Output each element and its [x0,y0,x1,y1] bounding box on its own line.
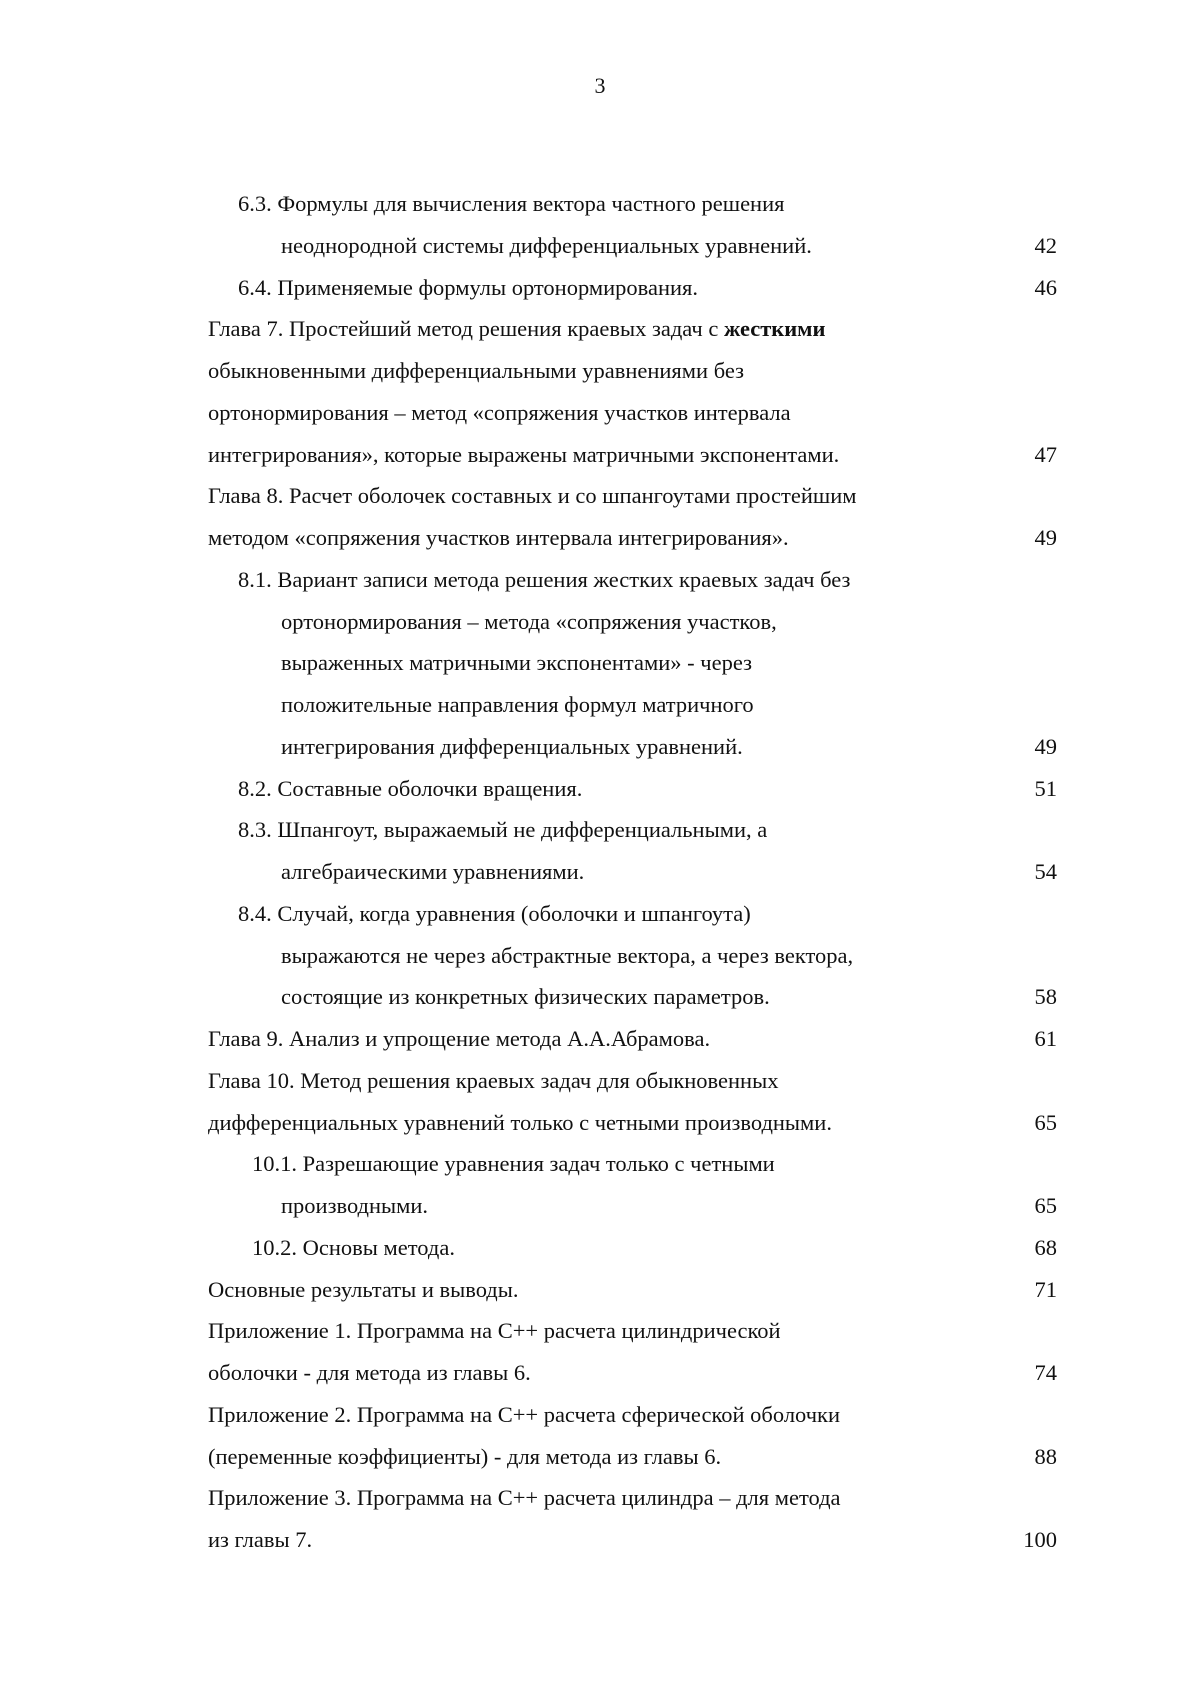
toc-entry-chapter-7-cont[interactable] [0,434,1200,476]
toc-page-number: 46 [1035,267,1058,309]
toc-entry-6-4[interactable] [0,267,1200,309]
toc-entry-title-part: Глава 7. Простейший метод решения краевых задач с [208,316,724,341]
toc-entry-title: методом «сопряжения участков интервала интегрирования». [208,517,789,559]
toc-entry-title: 8.3. Шпангоут, выражаемый не дифференциальными, а [238,809,767,851]
toc-entry-6-3-cont[interactable] [0,225,1200,267]
toc-entry-title: 8.2. Составные оболочки вращения. [238,768,582,810]
toc-entry-title-bold: жесткими [724,316,826,341]
toc-entry-8-4-cont[interactable] [0,976,1200,1018]
toc-entry-8-3-cont[interactable] [0,851,1200,893]
toc-entry-title: ортонормирования – метод «сопряжения участков интервала [208,392,791,434]
toc-entry-title: Глава 10. Метод решения краевых задач для обыкновенных [208,1060,778,1102]
toc-entry-title: Глава 9. Анализ и упрощение метода А.А.Абрамова. [208,1018,710,1060]
toc-entry-10-2[interactable] [0,1227,1200,1269]
table-of-contents [0,183,1200,1561]
toc-entry-title: обыкновенными дифференциальными уравнениями без [208,350,744,392]
toc-page-number: 42 [1035,225,1058,267]
toc-entry-title: выраженных матричными экспонентами» - через [281,642,752,684]
toc-entry-appendix-1-cont[interactable] [0,1352,1200,1394]
toc-entry-title: неоднородной системы дифференциальных уравнений. [281,225,812,267]
toc-entry-chapter-8-cont[interactable] [0,517,1200,559]
toc-entry-10-1-cont[interactable] [0,1185,1200,1227]
toc-entry-8-1-cont[interactable] [0,726,1200,768]
toc-entry-chapter-10-cont[interactable] [0,1102,1200,1144]
toc-page-number: 61 [1035,1018,1058,1060]
toc-entry-title: состоящие из конкретных физических параметров. [281,976,770,1018]
toc-entry-8-4-cont[interactable] [0,935,1200,977]
toc-entry-title: оболочки - для метода из главы 6. [208,1352,531,1394]
toc-entry-chapter-7[interactable] [0,308,1200,350]
page-number: 3 [0,72,1200,100]
toc-entry-chapter-7-cont[interactable] [0,350,1200,392]
toc-page-number: 49 [1035,726,1058,768]
toc-entry-title: интегрирования дифференциальных уравнений. [281,726,743,768]
toc-entry-10-1[interactable] [0,1143,1200,1185]
toc-entry-8-1[interactable] [0,559,1200,601]
toc-entry-appendix-3[interactable] [0,1477,1200,1519]
toc-entry-title: Приложение 1. Программа на С++ расчета цилиндрической [208,1310,781,1352]
toc-page-number: 47 [1035,434,1058,476]
toc-entry-title: производными. [281,1185,428,1227]
toc-entry-title: алгебраическими уравнениями. [281,851,584,893]
toc-entry-title: интегрирования», которые выражены матричными экспонентами. [208,434,839,476]
toc-entry-title [208,308,825,350]
toc-page-number: 51 [1035,768,1058,810]
toc-entry-title: выражаются не через абстрактные вектора, а через вектора, [281,935,853,977]
toc-entry-8-1-cont[interactable] [0,684,1200,726]
toc-entry-title: 10.2. Основы метода. [252,1227,455,1269]
toc-page-number: 74 [1035,1352,1058,1394]
toc-page-number: 49 [1035,517,1058,559]
toc-entry-title: 6.4. Применяемые формулы ортонормирования. [238,267,698,309]
toc-entry-8-1-cont[interactable] [0,642,1200,684]
toc-page-number: 88 [1035,1436,1058,1478]
toc-entry-chapter-8[interactable] [0,475,1200,517]
toc-page-number: 65 [1035,1102,1058,1144]
toc-entry-chapter-9[interactable] [0,1018,1200,1060]
toc-page-number: 54 [1035,851,1058,893]
toc-entry-title: положительные направления формул матричного [281,684,754,726]
toc-page-number: 65 [1035,1185,1058,1227]
toc-entry-8-1-cont[interactable] [0,601,1200,643]
toc-entry-8-4[interactable] [0,893,1200,935]
toc-entry-appendix-3-cont[interactable] [0,1519,1200,1561]
toc-entry-title: ортонормирования – метода «сопряжения участков, [281,601,777,643]
toc-entry-chapter-10[interactable] [0,1060,1200,1102]
toc-entry-title: Основные результаты и выводы. [208,1269,519,1311]
toc-entry-title: Приложение 3. Программа на С++ расчета цилиндра – для метода [208,1477,841,1519]
toc-entry-appendix-2[interactable] [0,1394,1200,1436]
toc-page-number: 58 [1035,976,1058,1018]
toc-entry-title: 8.4. Случай, когда уравнения (оболочки и шпангоута) [238,893,751,935]
toc-entry-results[interactable] [0,1269,1200,1311]
toc-entry-title: 6.3. Формулы для вычисления вектора частного решения [238,183,784,225]
toc-entry-title: из главы 7. [208,1519,312,1561]
toc-entry-8-2[interactable] [0,768,1200,810]
toc-entry-title: дифференциальных уравнений только с четными производными. [208,1102,832,1144]
toc-entry-title: Глава 8. Расчет оболочек составных и со шпангоутами простейшим [208,475,857,517]
toc-entry-chapter-7-cont[interactable] [0,392,1200,434]
toc-page-number: 71 [1035,1269,1058,1311]
toc-entry-title: 8.1. Вариант записи метода решения жестких краевых задач без [238,559,850,601]
toc-entry-appendix-2-cont[interactable] [0,1436,1200,1478]
toc-entry-title: 10.1. Разрешающие уравнения задач только с четными [252,1143,775,1185]
toc-entry-6-3[interactable] [0,183,1200,225]
toc-page-number: 100 [1023,1519,1057,1561]
toc-entry-title: (переменные коэффициенты) - для метода из главы 6. [208,1436,721,1478]
toc-entry-8-3[interactable] [0,809,1200,851]
toc-entry-appendix-1[interactable] [0,1310,1200,1352]
toc-entry-title: Приложение 2. Программа на С++ расчета сферической оболочки [208,1394,840,1436]
toc-page-number: 68 [1035,1227,1058,1269]
